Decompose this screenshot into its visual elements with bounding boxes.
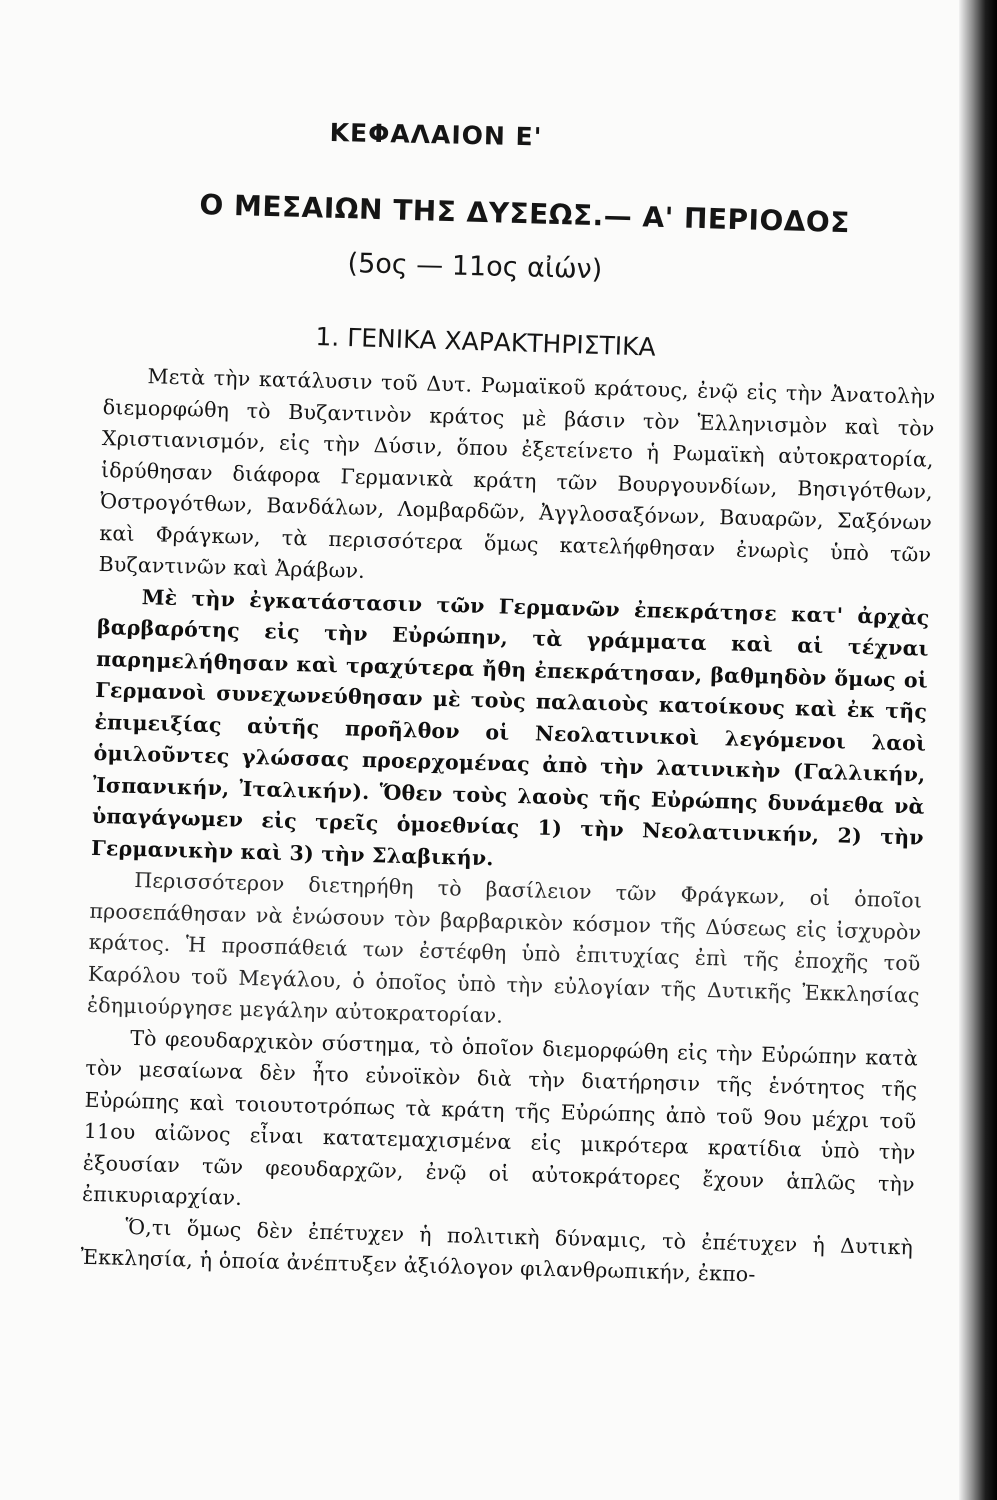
paragraph-feudalism: Τὸ φεουδαρχικὸν σύστημα, τὸ ὁποῖον διεμορφώθη εἰς τὴν Εὐρώπην κατὰ τὸν μεσαίωνα δὲν ἦτο εὐνοϊκὸν διὰ τὴν διατήρησιν τῆς ἑνότητος τῆς Εὐρώπης καὶ τοιουτοτρόπως τὰ κράτη τῆς Εὐρώπης ἀπὸ τοῦ 9ου μέχρι τοῦ 11ου αἰῶνος εἶναι κατατεμαχισμένα εἰς μικρότερα κρατίδια ὑπὸ τὴν ἐξουσίαν τῶν φεουδαρχῶν, ἐνῷ οἱ αὐτοκράτορες ἔχουν ἁπλῶς τὴν ἐπικυριαρχίαν. [81,1025,919,1210]
section-heading: 1. ΓΕΝΙΚΑ ΧΑΡΑΚΤΗΡΙΣΤΙΚΑ [315,322,657,362]
paragraph-franks: Περισσότερον διετηρήθη τὸ βασίλειον τῶν Φράγκων, οἱ ὁποῖοι προσεπάθησαν νὰ ἑνώσουν τὸν βαρβαρικὸν κόσμον τῆς Δύσεως εἰς ἰσχυρὸν κράτος. Ἡ προσπάθειά των ἐστέφθη ὑπὸ ἐπιτυχίας ἐπὶ τῆς ἐποχῆς τοῦ Καρόλου τοῦ Μεγάλου, ὁ ὁποῖος ὑπὸ τὴν εὐλογίαν τῆς Δυτικῆς Ἐκκλησίας ἐδημιούργησε μεγάλην αὐτοκρατορίαν. [86,867,923,1028]
chapter-heading: ΚΕΦΑΛΑΙΟΝ Ε' [329,118,543,152]
body-text [80,360,936,1295]
paragraph-intro: Μετὰ τὴν κατάλυσιν τοῦ Δυτ. Ρωμαϊκοῦ κράτους, ἐνῷ εἰς τὴν Ἀνατολὴν διεμορφώθη τὸ Βυζαντινὸν κράτος μὲ βάσιν τὸν Ἑλληνισμὸν καὶ τὸν Χριστιανισμόν, εἰς τὴν Δύσιν, ὅπου ἐξετείνετο ἡ Ρωμαϊκὴ αὐτοκρατορία, ἱδρύθησαν διάφορα Γερμανικὰ κράτη τῶν Βουργουνδίων, Βησιγότθων, Ὀστρογότθων, Βανδάλων, Λομβαρδῶν, Ἀγγλοσαξόνων, Βαυαρῶν, Σαξόνων καὶ Φράγκων, τὰ περισσότερα ὅμως κατελήφθησαν ἐνωρὶς ὑπὸ τῶν Βυζαντινῶν καὶ Ἀράβων. [98,364,936,583]
paragraph-church: Ὅ,τι ὅμως δὲν ἐπέτυχεν ἡ πολιτικὴ δύναμις, τὸ ἐπέτυχεν ἡ Δυτικὴ Ἐκκλησία, ἡ ὁποία ἀνέπτυξεν ἀξιόλογον φιλανθρωπικήν, ἐκπο- [80,1214,914,1287]
page-edge-shadow [959,0,997,1500]
paragraph-germans: Μὲ τὴν ἐγκατάστασιν τῶν Γερμανῶν ἐπεκράτησε κατ' ἀρχὰς βαρβαρότης εἰς τὴν Εὐρώπην, τὰ γράμματα καὶ αἱ τέχναι παρημελήθησαν καὶ τραχύτερα ἤθη ἐπεκράτησαν, βαθμηδὸν ὅμως οἱ Γερμανοὶ συνεχωνεύθησαν μὲ τοὺς παλαιοὺς κατοίκους καὶ ἐκ τῆς ἐπιμειξίας αὐτῆς προῆλθον οἱ Νεολατινικοὶ λεγόμενοι λαοὶ ὁμιλοῦντες γλώσσας προερχομένας ἀπὸ τὴν λατινικὴν (Γαλλικήν, Ἰσπανικήν, Ἰταλικήν). Ὅθεν τοὺς λαοὺς τῆς Εὐρώπης δυνάμεθα νὰ ὑπαγάγωμεν εἰς τρεῖς ὁμοεθνίας 1) τὴν Νεολατινικήν, 2) τὴν Γερμανικὴν καὶ 3) τὴν Σλαβικήν. [90,584,930,870]
chapter-period: (5ος — 11ος αἰών) [347,248,603,286]
chapter-title: Ο ΜΕΣΑΙΩΝ ΤΗΣ ΔΥΣΕΩΣ.— Α' ΠΕΡΙΟΔΟΣ [199,188,851,240]
